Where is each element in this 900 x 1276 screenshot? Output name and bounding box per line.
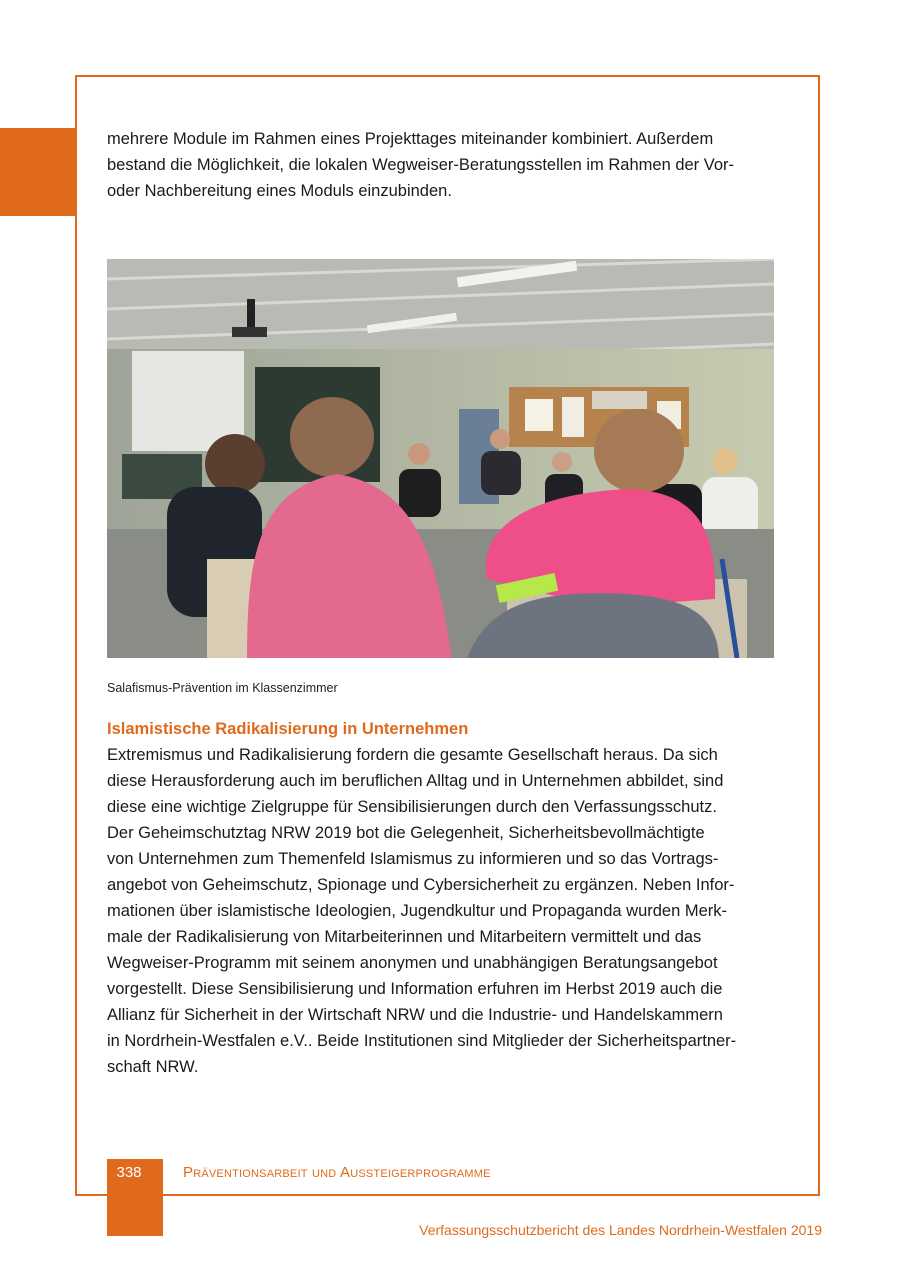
section-body [107,742,797,1080]
body-line: in Nordrhein-Westfalen e.V.. Beide Institutionen sind Mitglieder der Sicherheitspartner- [107,1032,737,1050]
publication-footer: Verfassungsschutzbericht des Landes Nordrhein-Westfalen 2019 [419,1222,822,1238]
page-number: 338 [116,1164,142,1181]
running-section-title: Präventionsarbeit und Aussteigerprogramme [183,1164,491,1181]
body-line: mationen über islamistische Ideologien, Jugendkultur und Propaganda wurden Merk- [107,902,728,920]
intro-paragraph [107,126,797,204]
body-line: diese Herausforderung auch im beruflichen Alltag und in Unternehmen abbildet, sind [107,772,724,790]
body-line: angebot von Geheimschutz, Spionage und Cybersicherheit zu ergänzen. Neben Infor- [107,876,735,894]
body-line: Extremismus und Radikalisierung fordern die gesamte Gesellschaft heraus. Da sich [107,746,718,764]
intro-line: bestand die Möglichkeit, die lokalen Wegweiser-Beratungsstellen im Rahmen der Vor- [107,156,735,174]
body-line: von Unternehmen zum Themenfeld Islamismus zu informieren und so das Vortrags- [107,850,719,868]
body-line: diese eine wichtige Zielgruppe für Sensibilisierungen durch den Verfassungsschutz. [107,798,717,816]
classroom-photo-illustration [107,259,774,658]
body-line: schaft NRW. [107,1058,199,1076]
body-line: male der Radikalisierung von Mitarbeiterinnen und Mitarbeitern vermittelt und das [107,928,702,946]
body-line: Der Geheimschutztag NRW 2019 bot die Gelegenheit, Sicherheitsbevollmächtigte [107,824,705,842]
classroom-photo [107,259,774,658]
section-heading: Islamistische Radikalisierung in Unternehmen [107,720,469,738]
side-tab-marker [0,128,76,216]
body-line: Wegweiser-Programm mit seinem anonymen und unabhängigen Beratungsangebot [107,954,718,972]
intro-line: mehrere Module im Rahmen eines Projekttages miteinander kombiniert. Außerdem [107,130,714,148]
body-line: vorgestellt. Diese Sensibilisierung und Information erfuhren im Herbst 2019 auch die [107,980,723,998]
photo-caption: Salafismus-Prävention im Klassenzimmer [107,681,338,695]
body-line: Allianz für Sicherheit in der Wirtschaft NRW und die Industrie- und Handelskammern [107,1006,723,1024]
intro-line: oder Nachbereitung eines Moduls einzubinden. [107,182,452,200]
